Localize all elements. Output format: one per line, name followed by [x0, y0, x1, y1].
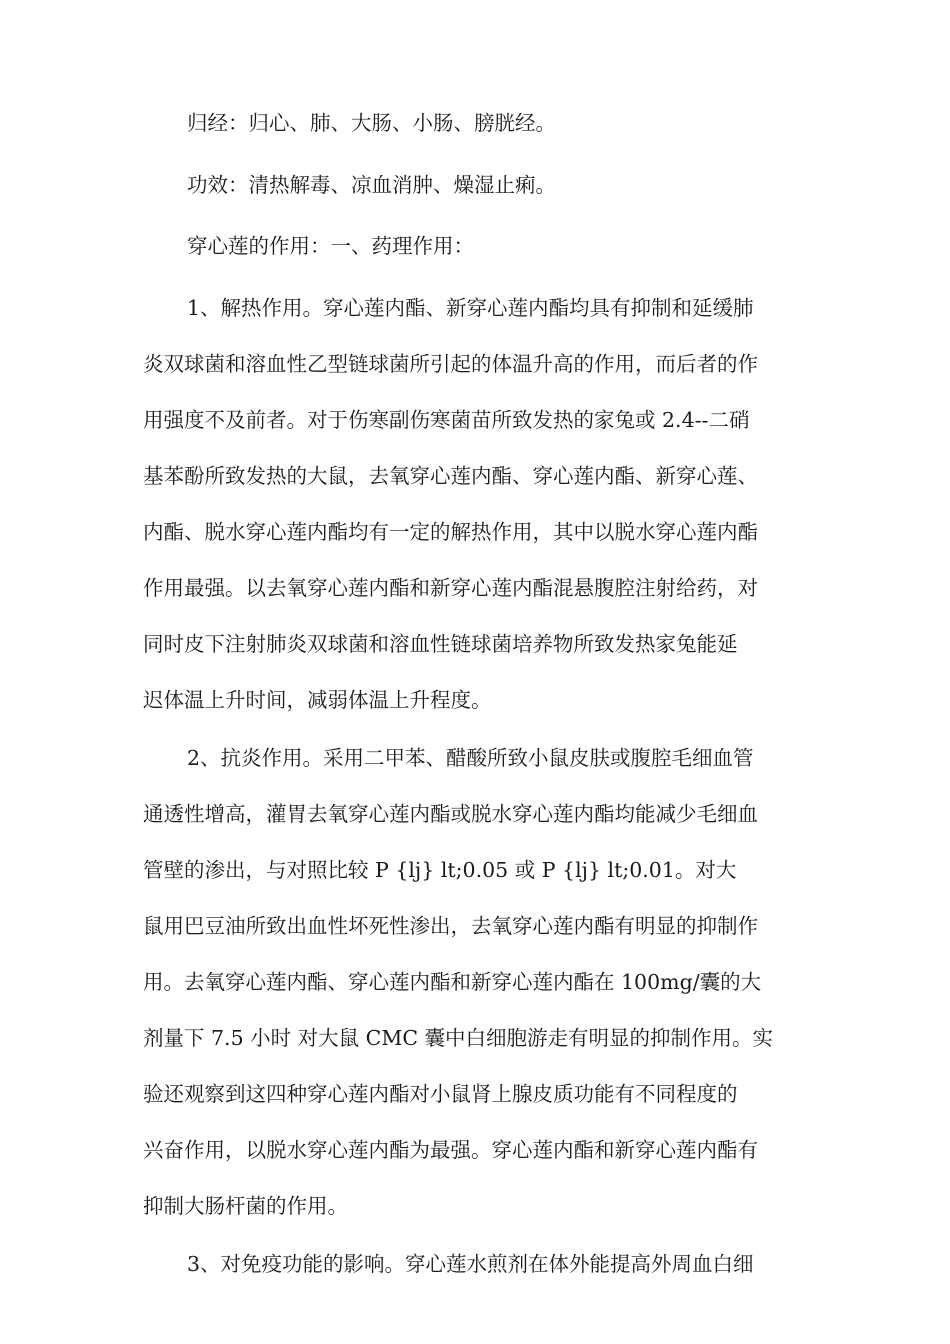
paragraph-anti-inflammatory-line: 验还观察到这四种穿心莲内酯对小鼠肾上腺皮质功能有不同程度的: [143, 1082, 738, 1106]
paragraph-antipyretic-line: 1、解热作用。穿心莲内酯、新穿心莲内酯均具有抑制和延缓肺: [187, 296, 754, 320]
paragraph-efficacy: 功效：清热解毒、凉血消肿、燥湿止痢。: [187, 173, 556, 197]
paragraph-antipyretic-line: 作用最强。以去氧穿心莲内酯和新穿心莲内酯混悬腹腔注射给药，对: [143, 576, 758, 600]
paragraph-anti-inflammatory-line: 抑制大肠杆菌的作用。: [143, 1194, 348, 1218]
paragraph-anti-inflammatory-line: 2、抗炎作用。采用二甲苯、醋酸所致小鼠皮肤或腹腔毛细血管: [187, 746, 754, 770]
paragraph-antipyretic-line: 用强度不及前者。对于伤寒副伤寒菌苗所致发热的家兔或 2.4--二硝: [143, 408, 750, 432]
paragraph-meridian: 归经：归心、肺、大肠、小肠、膀胱经。: [187, 111, 556, 135]
paragraph-antipyretic-line: 炎双球菌和溶血性乙型链球菌所引起的体温升高的作用，而后者的作: [143, 352, 758, 376]
paragraph-anti-inflammatory-line: 管壁的渗出，与对照比较 P {lj} lt;0.05 或 P {lj} lt;0.01。对大: [143, 858, 737, 882]
paragraph-immune-line: 3、对免疫功能的影响。穿心莲水煎剂在体外能提高外周血白细: [187, 1252, 754, 1276]
paragraph-antipyretic-line: 迟体温上升时间，减弱体温上升程度。: [143, 688, 492, 712]
paragraph-anti-inflammatory-line: 剂量下 7.5 小时 对大鼠 CMC 囊中白细胞游走有明显的抑制作用。实: [143, 1026, 774, 1050]
paragraph-anti-inflammatory-line: 兴奋作用，以脱水穿心莲内酯为最强。穿心莲内酯和新穿心莲内酯有: [143, 1138, 758, 1162]
paragraph-anti-inflammatory-line: 用。去氧穿心莲内酯、穿心莲内酯和新穿心莲内酯在 100mg/囊的大: [143, 970, 762, 994]
paragraph-antipyretic-line: 内酯、脱水穿心莲内酯均有一定的解热作用，其中以脱水穿心莲内酯: [143, 520, 758, 544]
paragraph-anti-inflammatory-line: 鼠用巴豆油所致出血性坏死性渗出，去氧穿心莲内酯有明显的抑制作: [143, 914, 758, 938]
paragraph-antipyretic-line: 同时皮下注射肺炎双球菌和溶血性链球菌培养物所致发热家兔能延: [143, 632, 738, 656]
paragraph-antipyretic-line: 基苯酚所致发热的大鼠，去氧穿心莲内酯、穿心莲内酯、新穿心莲、: [143, 464, 758, 488]
paragraph-anti-inflammatory-line: 通透性增高，灌胃去氧穿心莲内酯或脱水穿心莲内酯均能减少毛细血: [143, 802, 758, 826]
section-heading-pharmacology: 穿心莲的作用：一、药理作用：: [187, 234, 474, 258]
